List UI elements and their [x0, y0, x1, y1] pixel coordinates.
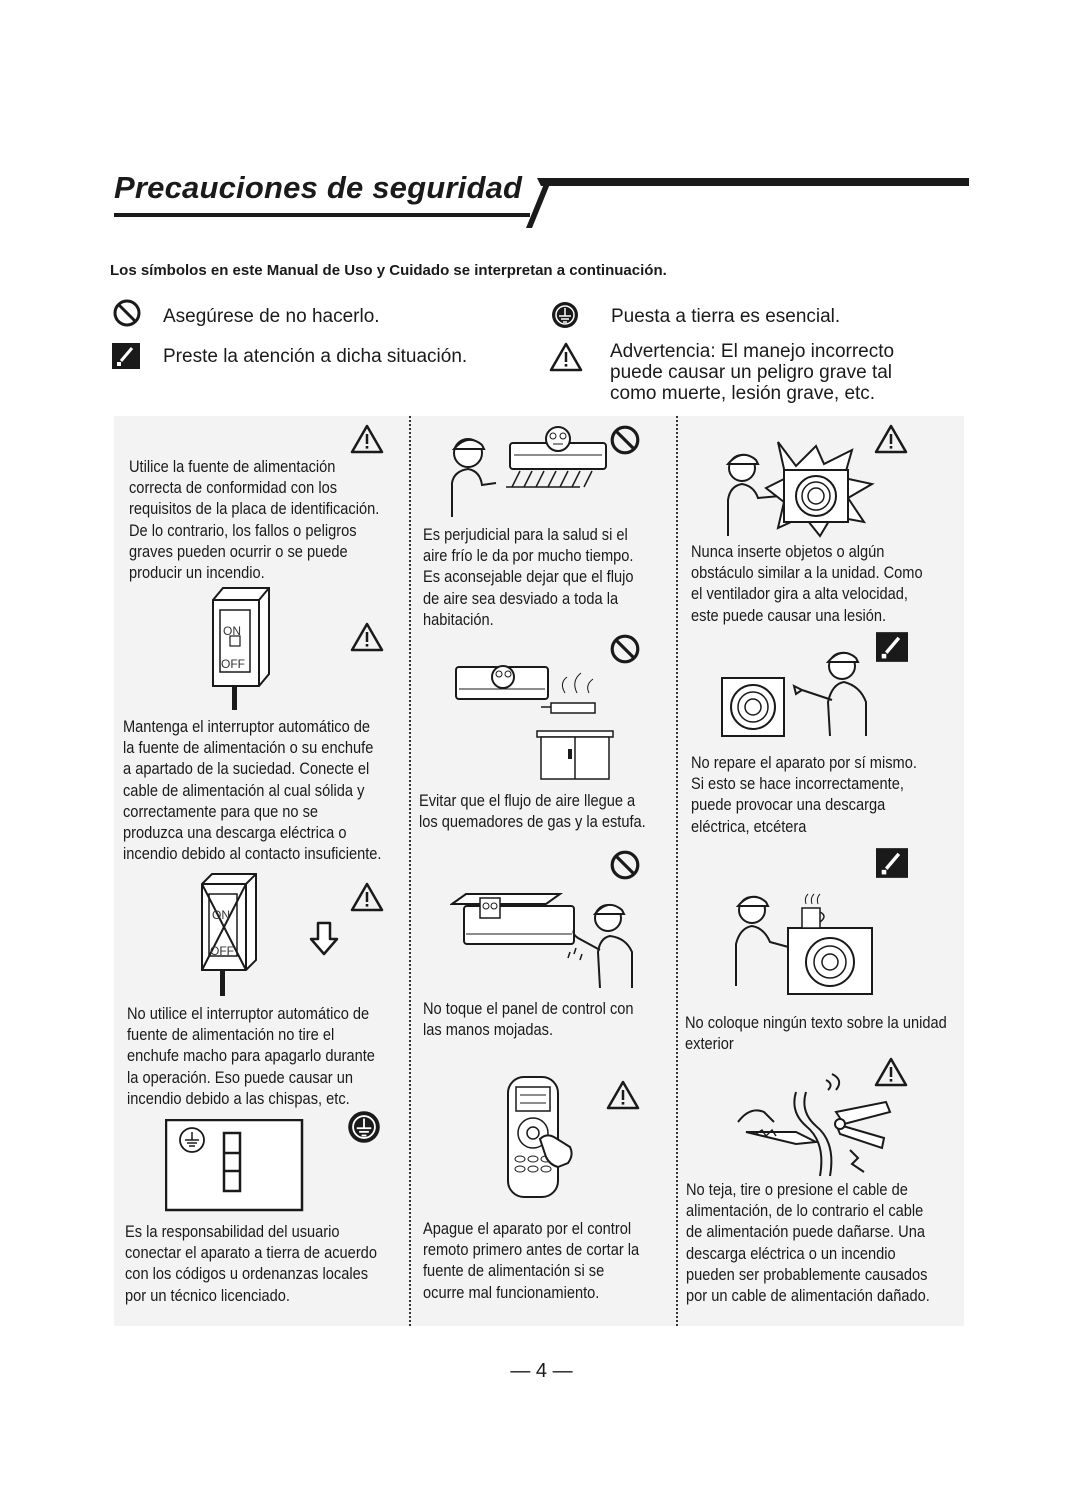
switch-on-label: ON — [212, 908, 230, 922]
column-divider — [409, 416, 411, 1326]
column-divider — [676, 416, 678, 1326]
ground-icon — [551, 301, 579, 329]
col3-text-damaged-cable: No teja, tire o presione el cable de alimentación, de lo contrario el cable de alimentación puede dañarse. Una descarga eléctrica o un incendio pueden ser probablemente causados por un cable de alimentación dañado. — [686, 1180, 930, 1306]
warning-icon — [350, 424, 384, 454]
legend-warning: Advertencia: El manejo incorrecto puede causar un peligro grave tal como muerte, lesión grave, etc. — [610, 341, 895, 404]
col3-text-no-objects: Nunca inserte objetos o algún obstáculo similar a la unidad. Como el ventilador gira a alta velocidad, este puede causar una lesión. — [691, 542, 923, 625]
prohibited-icon — [112, 298, 142, 328]
person-cold-air-illustration — [440, 425, 620, 525]
col2-text-gas-burners: Evitar que el flujo de aire llegue a los quemadores de gas y la estufa. — [419, 791, 646, 832]
grounding-box-illustration — [165, 1119, 305, 1218]
col1-text-breaker-dirt: Mantenga el interruptor automático de la fuente de alimentación o su enchufe a apartado de la suciedad. Conecte el cable de alimentación al cual sólida y correctamente para que no se produzca una descarga eléctrica o incendio debido al contacto insuficiente. — [123, 717, 382, 864]
page-number — [0, 1360, 1083, 1383]
warning-icon — [874, 424, 908, 454]
warning-icon — [350, 882, 384, 912]
prohibited-icon — [609, 424, 641, 456]
switch-off-label: OFF — [210, 944, 234, 958]
prohibited-icon — [609, 633, 641, 665]
switch-off-label: OFF — [221, 657, 245, 671]
col2-text-cold-air: Es perjudicial para la salud si el aire frío le da por mucho tiempo. Es aconsejable dejar que el flujo de aire sea desviado a toda la habitación. — [423, 525, 634, 629]
legend-prohibited: Asegúrese de no hacerlo. — [163, 306, 380, 327]
switch-on-label: ON — [223, 624, 241, 638]
symbols-intro: Los símbolos en este Manual de Uso y Cuidado se interpretan a continuación. — [110, 262, 667, 279]
col1-text-grounding: Es la responsabilidad del usuario conectar el aparato a tierra de acuerdo con los códigos u ordenanzas locales por un técnico licenciado. — [125, 1222, 377, 1305]
remote-control-illustration — [506, 1075, 576, 1206]
down-arrow-icon — [309, 921, 339, 957]
unit-and-stove-illustration — [455, 663, 615, 788]
col2-text-wet-hands: No toque el panel de control con las manos mojadas. — [423, 999, 634, 1040]
title-rule — [0, 0, 1083, 240]
col2-text-remote-off: Apague el aparato por el control remoto primero antes de cortar la fuente de alimentación si se ocurre mal funcionamiento. — [423, 1219, 640, 1302]
legend-attention: Preste la atención a dicha situación. — [163, 346, 468, 367]
outdoor-unit-burst-illustration — [720, 438, 880, 543]
object-on-unit-illustration — [730, 886, 880, 1001]
warning-icon — [350, 622, 384, 652]
attention-icon — [112, 343, 140, 369]
page-number-text: — 4 — — [510, 1360, 573, 1382]
page-title: Precauciones de seguridad — [114, 170, 523, 205]
col1-text-power-source: Utilice la fuente de alimentación correcta de conformidad con los requisitos de la placa de identificación. De lo contrario, los fallos o peligros graves pueden ocurrir o se puede producir un incendio. — [129, 457, 380, 583]
prohibited-icon — [609, 849, 641, 881]
person-repairing-illustration — [720, 642, 870, 747]
breaker-switch-illustration — [205, 586, 275, 711]
warning-icon — [606, 1080, 640, 1110]
damaged-cable-illustration — [736, 1072, 896, 1187]
col3-text-no-text-on-unit: No coloque ningún texto sobre la unidad exterior — [685, 1013, 947, 1054]
attention-icon — [876, 632, 908, 662]
legend-ground: Puesta a tierra es esencial. — [611, 306, 841, 327]
col1-text-do-not-pull-plug: No utilice el interruptor automático de fuente de alimentación no tire el enchufe macho para apagarlo durante la operación. Eso puede causar un incendio debido a las chispas, etc. — [127, 1004, 375, 1108]
col3-text-no-repair: No repare el aparato por sí mismo. Si esto se hace incorrectamente, puede provocar una descarga eléctrica, etcétera — [691, 753, 917, 836]
warning-icon — [549, 342, 583, 372]
ground-icon — [347, 1110, 381, 1144]
crossed-switch-illustration — [198, 872, 268, 998]
attention-icon — [876, 848, 908, 878]
wet-hands-illustration — [450, 890, 635, 995]
